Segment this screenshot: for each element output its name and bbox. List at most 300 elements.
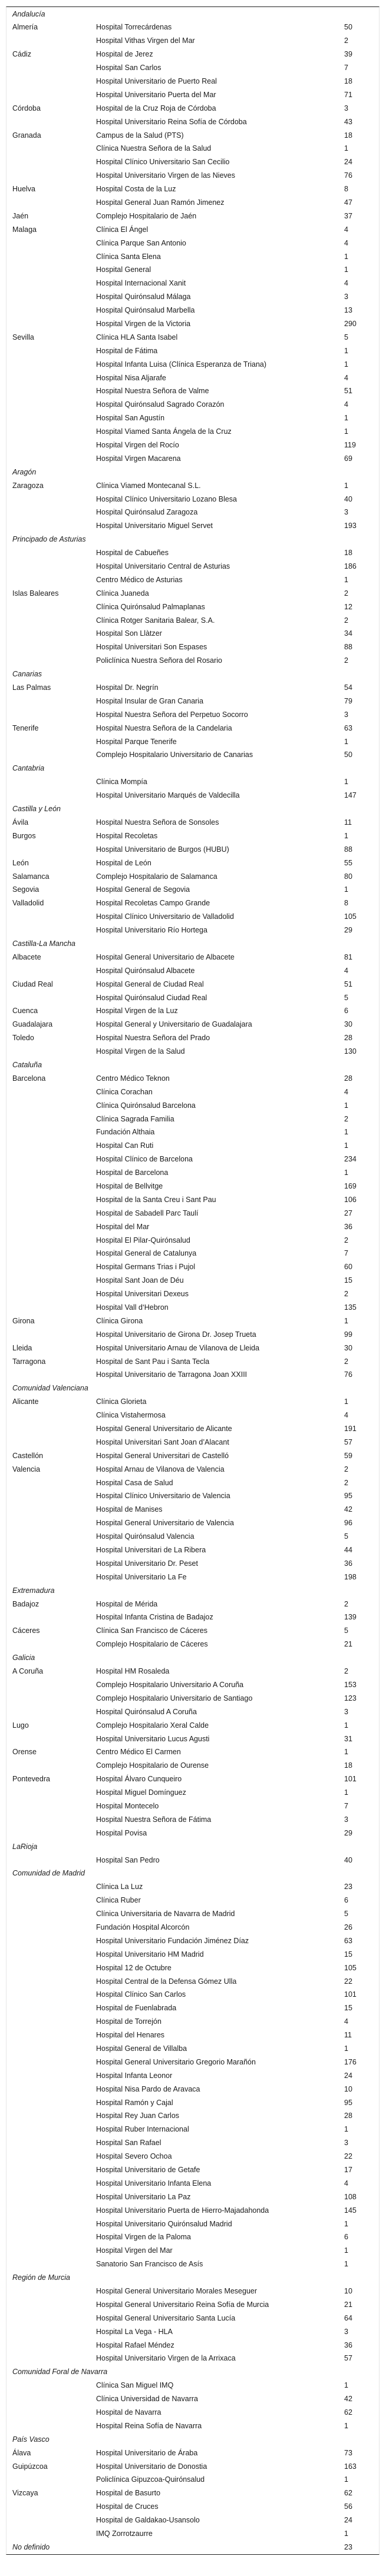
count-cell: 2 bbox=[344, 1599, 348, 1608]
count-cell: 2 bbox=[344, 656, 348, 665]
province-cell: Barcelona bbox=[12, 1074, 46, 1083]
hospital-cell: Complejo Hospitalario de Salamanca bbox=[96, 872, 217, 881]
hospital-cell: Clínica Viamed Montecanal S.L. bbox=[96, 481, 201, 490]
table-row bbox=[6, 924, 379, 937]
hospital-cell: Hospital Universitario Lucus Agusti bbox=[96, 1734, 210, 1743]
table-row bbox=[6, 627, 379, 640]
hospital-cell: Centro Médico de Asturias bbox=[96, 575, 183, 584]
hospital-cell: Hospital de Navarra bbox=[96, 2408, 161, 2417]
table-row bbox=[6, 695, 379, 708]
count-cell: 24 bbox=[344, 2071, 352, 2080]
hospital-cell: Hospital Viamed Santa Ángela de la Cruz bbox=[96, 427, 232, 436]
hospital-cell: Hospital General bbox=[96, 265, 151, 274]
count-cell: 1 bbox=[344, 346, 348, 355]
count-cell: 2 bbox=[344, 1114, 348, 1123]
count-cell: 4 bbox=[344, 225, 348, 234]
hospital-cell: Hospital Povisa bbox=[96, 1828, 147, 1837]
count-cell: 1 bbox=[344, 414, 348, 423]
hospital-cell: Hospital General Universitario de Valencia bbox=[96, 1519, 234, 1528]
province-cell: Pontevedra bbox=[12, 1775, 50, 1784]
count-cell: 1 bbox=[344, 252, 348, 261]
hospital-cell: Hospital Ramón y Cajal bbox=[96, 2098, 173, 2107]
hospital-cell: Hospital Universitari Sant Joan d’Alacant bbox=[96, 1438, 229, 1446]
table-row bbox=[6, 1287, 379, 1301]
table-row bbox=[6, 371, 379, 385]
hospital-cell: Clínica Juaneda bbox=[96, 589, 149, 597]
hospital-cell: Hospital General Universitario de Alicante bbox=[96, 1425, 232, 1433]
table-row bbox=[6, 2056, 379, 2069]
province-cell: Malaga bbox=[12, 225, 37, 234]
hospital-cell: Hospital Vithas Virgen del Mar bbox=[96, 36, 195, 45]
count-cell: 30 bbox=[344, 1343, 352, 1352]
hospital-cell: Hospital Universitario Puerta de Hierro-Majadahonda bbox=[96, 2206, 269, 2215]
table-row bbox=[6, 1598, 379, 1611]
hospital-cell: Hospital General Universitario Reina Sofía de Murcia bbox=[96, 2300, 269, 2309]
region-row bbox=[6, 937, 379, 951]
hospital-cell: Complejo Hospitalario de Ourense bbox=[96, 1761, 209, 1770]
table-row bbox=[6, 1692, 379, 1705]
count-cell: 106 bbox=[344, 1195, 357, 1204]
count-cell: 21 bbox=[344, 2300, 352, 2309]
hospital-cell: Hospital Universitario de Burgos (HUBU) bbox=[96, 845, 229, 854]
count-cell: 105 bbox=[344, 1963, 357, 1972]
count-cell: 105 bbox=[344, 912, 357, 921]
count-cell: 63 bbox=[344, 1936, 352, 1945]
table-row bbox=[6, 2352, 379, 2365]
table-row bbox=[6, 1126, 379, 1139]
table-row bbox=[6, 735, 379, 749]
table-row bbox=[6, 2042, 379, 2056]
province-cell: Lleida bbox=[12, 1343, 32, 1352]
table-row bbox=[6, 1611, 379, 1624]
hospital-cell: Hospital Álvaro Cunqueiro bbox=[96, 1775, 182, 1784]
table-row bbox=[6, 115, 379, 129]
count-cell: 44 bbox=[344, 1546, 352, 1555]
table-row bbox=[6, 1355, 379, 1369]
hospital-cell: Clínica Universidad de Navarra bbox=[96, 2395, 198, 2404]
table-row bbox=[6, 2029, 379, 2042]
count-cell: 2 bbox=[344, 36, 348, 45]
hospital-cell: Hospital Germans Trias i Pujol bbox=[96, 1263, 196, 1272]
hospital-cell: Hospital Nuestra Señora del Prado bbox=[96, 1034, 210, 1043]
hospital-cell: Hospital Universitario La Fe bbox=[96, 1572, 187, 1581]
count-cell: 64 bbox=[344, 2313, 352, 2322]
hospital-cell: Hospital General de Catalunya bbox=[96, 1249, 197, 1258]
hospital-cell: Hospital de Torrejón bbox=[96, 2017, 161, 2026]
count-cell: 135 bbox=[344, 1303, 357, 1312]
hospital-cell: Hospital de Bellvitge bbox=[96, 1181, 163, 1190]
region-row bbox=[6, 2541, 379, 2554]
count-cell: 50 bbox=[344, 23, 352, 32]
count-cell: 6 bbox=[344, 1896, 348, 1905]
table-row bbox=[6, 384, 379, 398]
hospital-cell: Hospital Nuestra Señora de Sonsoles bbox=[96, 818, 219, 826]
table-row bbox=[6, 75, 379, 88]
count-cell: 169 bbox=[344, 1181, 357, 1190]
count-cell: 80 bbox=[344, 872, 352, 881]
hospital-cell: Hospital Nisa Pardo de Aravaca bbox=[96, 2084, 200, 2093]
hospital-cell: Hospital Virgen Macarena bbox=[96, 454, 181, 463]
hospital-cell: Hospital Universitario La Paz bbox=[96, 2192, 191, 2201]
count-cell: 5 bbox=[344, 1910, 348, 1918]
table-row bbox=[6, 1153, 379, 1166]
hospital-cell: Policlínica Gipuzcoa-Quirónsalud bbox=[96, 2475, 205, 2484]
count-cell: 101 bbox=[344, 1775, 357, 1784]
hospital-cell: Clínica HLA Santa Isabel bbox=[96, 333, 178, 341]
count-cell: 63 bbox=[344, 723, 352, 732]
table-row bbox=[6, 479, 379, 493]
count-cell: 15 bbox=[344, 1950, 352, 1958]
count-cell: 96 bbox=[344, 1519, 352, 1528]
table-row bbox=[6, 2083, 379, 2096]
province-cell: Tarragona bbox=[12, 1357, 46, 1366]
province-cell: Valladolid bbox=[12, 899, 44, 908]
count-cell: 6 bbox=[344, 2233, 348, 2242]
hospital-cell: Hospital de Galdakao-Usansolo bbox=[96, 2516, 200, 2525]
hospital-cell: Hospital de Manises bbox=[96, 1505, 163, 1514]
count-cell: 26 bbox=[344, 1923, 352, 1931]
count-cell: 55 bbox=[344, 858, 352, 867]
count-cell: 15 bbox=[344, 1276, 352, 1285]
hospital-cell: Hospital Universitario de Girona Dr. Josep Trueta bbox=[96, 1330, 256, 1339]
region-row bbox=[6, 2271, 379, 2285]
hospital-table bbox=[6, 6, 380, 2555]
table-row bbox=[6, 1180, 379, 1193]
count-cell: 29 bbox=[344, 1828, 352, 1837]
province-cell: Sevilla bbox=[12, 333, 34, 341]
count-cell: 1 bbox=[344, 885, 348, 894]
table-row bbox=[6, 1409, 379, 1422]
count-cell: 1 bbox=[344, 2475, 348, 2484]
count-cell: 153 bbox=[344, 1680, 357, 1689]
table-row bbox=[6, 237, 379, 250]
table-row bbox=[6, 1395, 379, 1409]
table-row bbox=[6, 1503, 379, 1516]
hospital-cell: Hospital Universitario Río Hortega bbox=[96, 926, 207, 935]
count-cell: 1 bbox=[344, 2125, 348, 2134]
hospital-cell: Hospital Universitari Son Espases bbox=[96, 643, 207, 652]
hospital-cell: Hospital General de Villalba bbox=[96, 2044, 187, 2053]
count-cell: 119 bbox=[344, 441, 356, 449]
hospital-cell: Hospital Quirónsalud Marbella bbox=[96, 306, 195, 315]
province-cell: Ávila bbox=[12, 818, 29, 826]
count-cell: 42 bbox=[344, 1505, 352, 1514]
count-cell: 95 bbox=[344, 1492, 352, 1501]
hospital-cell: Hospital Quirónsalud Valencia bbox=[96, 1532, 194, 1541]
hospital-cell: Clínica Mompía bbox=[96, 778, 147, 786]
count-cell: 1 bbox=[344, 1721, 348, 1729]
count-cell: 28 bbox=[344, 2112, 352, 2120]
count-cell: 24 bbox=[344, 158, 352, 167]
hospital-cell: Hospital Torrecárdenas bbox=[96, 23, 172, 32]
count-cell: 163 bbox=[344, 2462, 357, 2471]
count-cell: 40 bbox=[344, 1855, 352, 1864]
hospital-cell: Hospital Universitario Arnau de Vilanova de Lleida bbox=[96, 1343, 260, 1352]
count-cell: 145 bbox=[344, 2206, 357, 2215]
count-cell: 4 bbox=[344, 966, 348, 975]
table-row bbox=[6, 1759, 379, 1772]
count-cell: 5 bbox=[344, 993, 348, 1002]
region-name: Cataluña bbox=[12, 1060, 42, 1069]
region-name: Castilla y León bbox=[12, 805, 61, 814]
table-row bbox=[6, 1880, 379, 1894]
region-name: Aragón bbox=[12, 467, 37, 476]
hospital-cell: Hospital Universitario Fundación Jiménez Díaz bbox=[96, 1936, 249, 1945]
table-row bbox=[6, 1988, 379, 2001]
region-name: Región de Murcia bbox=[12, 2273, 70, 2282]
count-cell: 2 bbox=[344, 1236, 348, 1244]
hospital-cell: Hospital Insular de Gran Canaria bbox=[96, 696, 204, 705]
count-cell: 88 bbox=[344, 643, 352, 652]
count-cell: 39 bbox=[344, 50, 352, 59]
count-cell: 5 bbox=[344, 1532, 348, 1541]
table-row bbox=[6, 2258, 379, 2271]
hospital-cell: Hospital Quirónsalud Ciudad Real bbox=[96, 993, 207, 1002]
region-name: Canarias bbox=[12, 670, 42, 679]
table-row bbox=[6, 1449, 379, 1463]
table-row bbox=[6, 1193, 379, 1207]
hospital-cell: Hospital Infanta Leonor bbox=[96, 2071, 173, 2080]
count-cell: 79 bbox=[344, 696, 352, 705]
table-row bbox=[6, 897, 379, 910]
table-row bbox=[6, 1004, 379, 1018]
hospital-cell: Hospital Nuestra Señora de la Candelaria bbox=[96, 723, 232, 732]
table-row bbox=[6, 2446, 379, 2460]
count-cell: 13 bbox=[344, 306, 352, 315]
hospital-cell: Hospital La Vega - HLA bbox=[96, 2327, 173, 2336]
province-cell: Alicante bbox=[12, 1397, 39, 1406]
count-cell: 30 bbox=[344, 1020, 352, 1029]
table-row bbox=[6, 2123, 379, 2136]
hospital-cell: Hospital General de Ciudad Real bbox=[96, 980, 204, 988]
count-cell: 36 bbox=[344, 2341, 352, 2349]
hospital-cell: Hospital Clínico San Carlos bbox=[96, 1990, 186, 1999]
hospital-cell: Centro Médico Teknon bbox=[96, 1074, 170, 1083]
region-row bbox=[6, 8, 379, 21]
region-name: Comunidad de Madrid bbox=[12, 1869, 85, 1878]
hospital-cell: Hospital de Sant Pau i Santa Tecla bbox=[96, 1357, 210, 1366]
table-row bbox=[6, 2487, 379, 2500]
region-row bbox=[6, 1867, 379, 1880]
table-row bbox=[6, 1085, 379, 1099]
hospital-cell: Clínica San Miguel IMQ bbox=[96, 2381, 174, 2390]
region-row bbox=[6, 533, 379, 546]
table-row bbox=[6, 2419, 379, 2433]
count-cell: 198 bbox=[344, 1572, 357, 1581]
region-name: Extremadura bbox=[12, 1586, 55, 1595]
hospital-cell: Sanatorio San Francisco de Asís bbox=[96, 2260, 203, 2269]
region-name: No definido bbox=[12, 2542, 50, 2551]
count-cell: 18 bbox=[344, 1761, 352, 1770]
table-row bbox=[6, 2285, 379, 2298]
count-cell: 99 bbox=[344, 1330, 352, 1339]
region-name: Comunidad Foral de Navarra bbox=[12, 2368, 108, 2376]
count-cell: 12 bbox=[344, 602, 352, 611]
hospital-cell: Hospital Universitario Virgen de la Arrixaca bbox=[96, 2354, 236, 2363]
hospital-cell: Clínica Nuestra Señora de la Salud bbox=[96, 144, 212, 153]
hospital-cell: Clínica Universitaria de Navarra de Madrid bbox=[96, 1910, 235, 1918]
hospital-cell: Hospital General Universitario Morales Meseguer bbox=[96, 2287, 258, 2296]
count-cell: 139 bbox=[344, 1613, 357, 1622]
hospital-cell: Hospital Ruber Internacional bbox=[96, 2125, 189, 2134]
hospital-cell: Hospital Universitario de Tarragona Joan XXIII bbox=[96, 1370, 248, 1379]
hospital-cell: Hospital Montecelo bbox=[96, 1801, 159, 1810]
count-cell: 71 bbox=[344, 90, 352, 99]
table-row bbox=[6, 1624, 379, 1638]
table-row bbox=[6, 2015, 379, 2029]
table-row bbox=[6, 61, 379, 75]
hospital-cell: Hospital Miguel Domínguez bbox=[96, 1788, 186, 1797]
count-cell: 1 bbox=[344, 2044, 348, 2053]
table-row bbox=[6, 964, 379, 978]
hospital-cell: Policlínica Nuestra Señora del Rosario bbox=[96, 656, 222, 665]
table-row bbox=[6, 1018, 379, 1031]
count-cell: 2 bbox=[344, 1357, 348, 1366]
province-cell: Cuenca bbox=[12, 1007, 38, 1015]
count-cell: 1 bbox=[344, 265, 348, 274]
count-cell: 51 bbox=[344, 387, 352, 396]
hospital-cell: Hospital Costa de la Luz bbox=[96, 185, 176, 194]
table-row bbox=[6, 155, 379, 169]
count-cell: 51 bbox=[344, 980, 352, 988]
hospital-cell: Hospital Quirónsalud Albacete bbox=[96, 966, 195, 975]
table-row bbox=[6, 2190, 379, 2204]
table-row bbox=[6, 1921, 379, 1934]
province-cell: Guipúzcoa bbox=[12, 2462, 48, 2471]
table-row bbox=[6, 2312, 379, 2325]
table-row bbox=[6, 600, 379, 614]
table-row bbox=[6, 1463, 379, 1476]
count-cell: 17 bbox=[344, 2166, 352, 2174]
hospital-cell: Hospital Quirónsalud Sagrado Corazón bbox=[96, 400, 225, 409]
table-row bbox=[6, 1571, 379, 1584]
count-cell: 7 bbox=[344, 64, 348, 72]
count-cell: 27 bbox=[344, 1209, 352, 1217]
hospital-cell: Hospital Arnau de Vilanova de Valencia bbox=[96, 1465, 225, 1473]
province-cell: Guadalajara bbox=[12, 1020, 53, 1029]
count-cell: 18 bbox=[344, 77, 352, 85]
count-cell: 8 bbox=[344, 899, 348, 908]
province-cell: León bbox=[12, 858, 29, 867]
hospital-cell: Hospital Rey Juan Carlos bbox=[96, 2112, 180, 2120]
table-row bbox=[6, 2527, 379, 2541]
count-cell: 4 bbox=[344, 1411, 348, 1420]
hospital-cell: Hospital General Universitario Santa Lucía bbox=[96, 2313, 236, 2322]
hospital-cell: Hospital HM Rosaleda bbox=[96, 1667, 170, 1676]
hospital-cell: Hospital Severo Ochoa bbox=[96, 2152, 172, 2161]
hospital-cell: Hospital Universitari de La Ribera bbox=[96, 1546, 206, 1555]
hospital-cell: Clínica El Ángel bbox=[96, 225, 149, 234]
count-cell: 234 bbox=[344, 1155, 357, 1164]
province-cell: Badajoz bbox=[12, 1599, 39, 1608]
hospital-cell: Hospital San Carlos bbox=[96, 64, 161, 72]
region-row bbox=[6, 1651, 379, 1665]
table-row bbox=[6, 587, 379, 600]
count-cell: 4 bbox=[344, 279, 348, 288]
count-cell: 73 bbox=[344, 2448, 352, 2457]
count-cell: 108 bbox=[344, 2192, 357, 2201]
count-cell: 1 bbox=[344, 2381, 348, 2390]
hospital-cell: Centro Médico El Carmen bbox=[96, 1748, 181, 1757]
count-cell: 95 bbox=[344, 2098, 352, 2107]
table-row bbox=[6, 2392, 379, 2406]
table-row bbox=[6, 1207, 379, 1220]
table-row bbox=[6, 1031, 379, 1045]
hospital-cell: Hospital Vall d‘Hebron bbox=[96, 1303, 169, 1312]
count-cell: 81 bbox=[344, 952, 352, 961]
count-cell: 1 bbox=[344, 575, 348, 584]
table-row bbox=[6, 708, 379, 722]
hospital-cell: Hospital Universitario Dr. Peset bbox=[96, 1559, 198, 1568]
table-row bbox=[6, 1961, 379, 1975]
count-cell: 28 bbox=[344, 1074, 352, 1083]
count-cell: 1 bbox=[344, 2219, 348, 2228]
province-cell: Orense bbox=[12, 1748, 37, 1757]
hospital-cell: Hospital Reina Sofía de Navarra bbox=[96, 2421, 202, 2430]
count-cell: 4 bbox=[344, 238, 348, 247]
hospital-cell: Hospital Quirónsalud Zaragoza bbox=[96, 508, 198, 517]
table-row bbox=[6, 425, 379, 439]
table-row bbox=[6, 681, 379, 695]
hospital-cell: Hospital Nuestra Señora del Perpetuo Socorro bbox=[96, 710, 248, 719]
hospital-cell: Hospital de Fuenlabrada bbox=[96, 2004, 177, 2013]
table-row bbox=[6, 2150, 379, 2163]
table-row bbox=[6, 546, 379, 560]
hospital-cell: Hospital General y Universitario de Guadalajara bbox=[96, 1020, 252, 1029]
count-cell: 7 bbox=[344, 1249, 348, 1258]
count-cell: 4 bbox=[344, 2017, 348, 2026]
table-row bbox=[6, 344, 379, 358]
table-row bbox=[6, 331, 379, 344]
region-name: Comunidad Valenciana bbox=[12, 1384, 88, 1393]
hospital-cell: Clínica Quirónsalud Palmaplanas bbox=[96, 602, 205, 611]
count-cell: 1 bbox=[344, 1101, 348, 1110]
hospital-cell: Hospital Universitario de Puerto Real bbox=[96, 77, 217, 85]
table-row bbox=[6, 1678, 379, 1692]
count-cell: 2 bbox=[344, 1478, 348, 1487]
count-cell: 23 bbox=[344, 1883, 352, 1891]
hospital-cell: Hospital Universitario Central de Asturias bbox=[96, 562, 230, 571]
region-name: País Vasco bbox=[12, 2435, 50, 2444]
count-cell: 40 bbox=[344, 494, 352, 503]
table-row bbox=[6, 1907, 379, 1921]
table-row bbox=[6, 748, 379, 762]
table-row bbox=[6, 573, 379, 587]
hospital-cell: Clínica San Francisco de Cáceres bbox=[96, 1626, 207, 1635]
table-row bbox=[6, 439, 379, 452]
count-cell: 193 bbox=[344, 522, 357, 530]
province-cell: Ciudad Real bbox=[12, 980, 53, 988]
count-cell: 22 bbox=[344, 2152, 352, 2161]
province-cell: Burgos bbox=[12, 831, 36, 840]
count-cell: 4 bbox=[344, 1087, 348, 1096]
hospital-cell: Hospital Universitario Reina Sofía de Córdoba bbox=[96, 117, 247, 126]
hospital-cell: Hospital Virgen de la Luz bbox=[96, 1007, 178, 1015]
region-row bbox=[6, 1584, 379, 1598]
hospital-cell: Hospital Universitario Puerta del Mar bbox=[96, 90, 216, 99]
hospital-cell: Hospital Virgen del Mar bbox=[96, 2246, 173, 2255]
count-cell: 7 bbox=[344, 1801, 348, 1810]
count-cell: 59 bbox=[344, 1451, 352, 1460]
table-row bbox=[6, 1220, 379, 1234]
hospital-cell: Hospital Virgen de la Victoria bbox=[96, 319, 191, 328]
region-row bbox=[6, 668, 379, 681]
hospital-cell: Hospital General Juan Ramón Jimenez bbox=[96, 198, 225, 207]
count-cell: 3 bbox=[344, 2139, 348, 2147]
hospital-cell: Hospital Clínico Universitario San Cecilio bbox=[96, 158, 230, 167]
table-row bbox=[6, 1975, 379, 1989]
count-cell: 3 bbox=[344, 293, 348, 301]
